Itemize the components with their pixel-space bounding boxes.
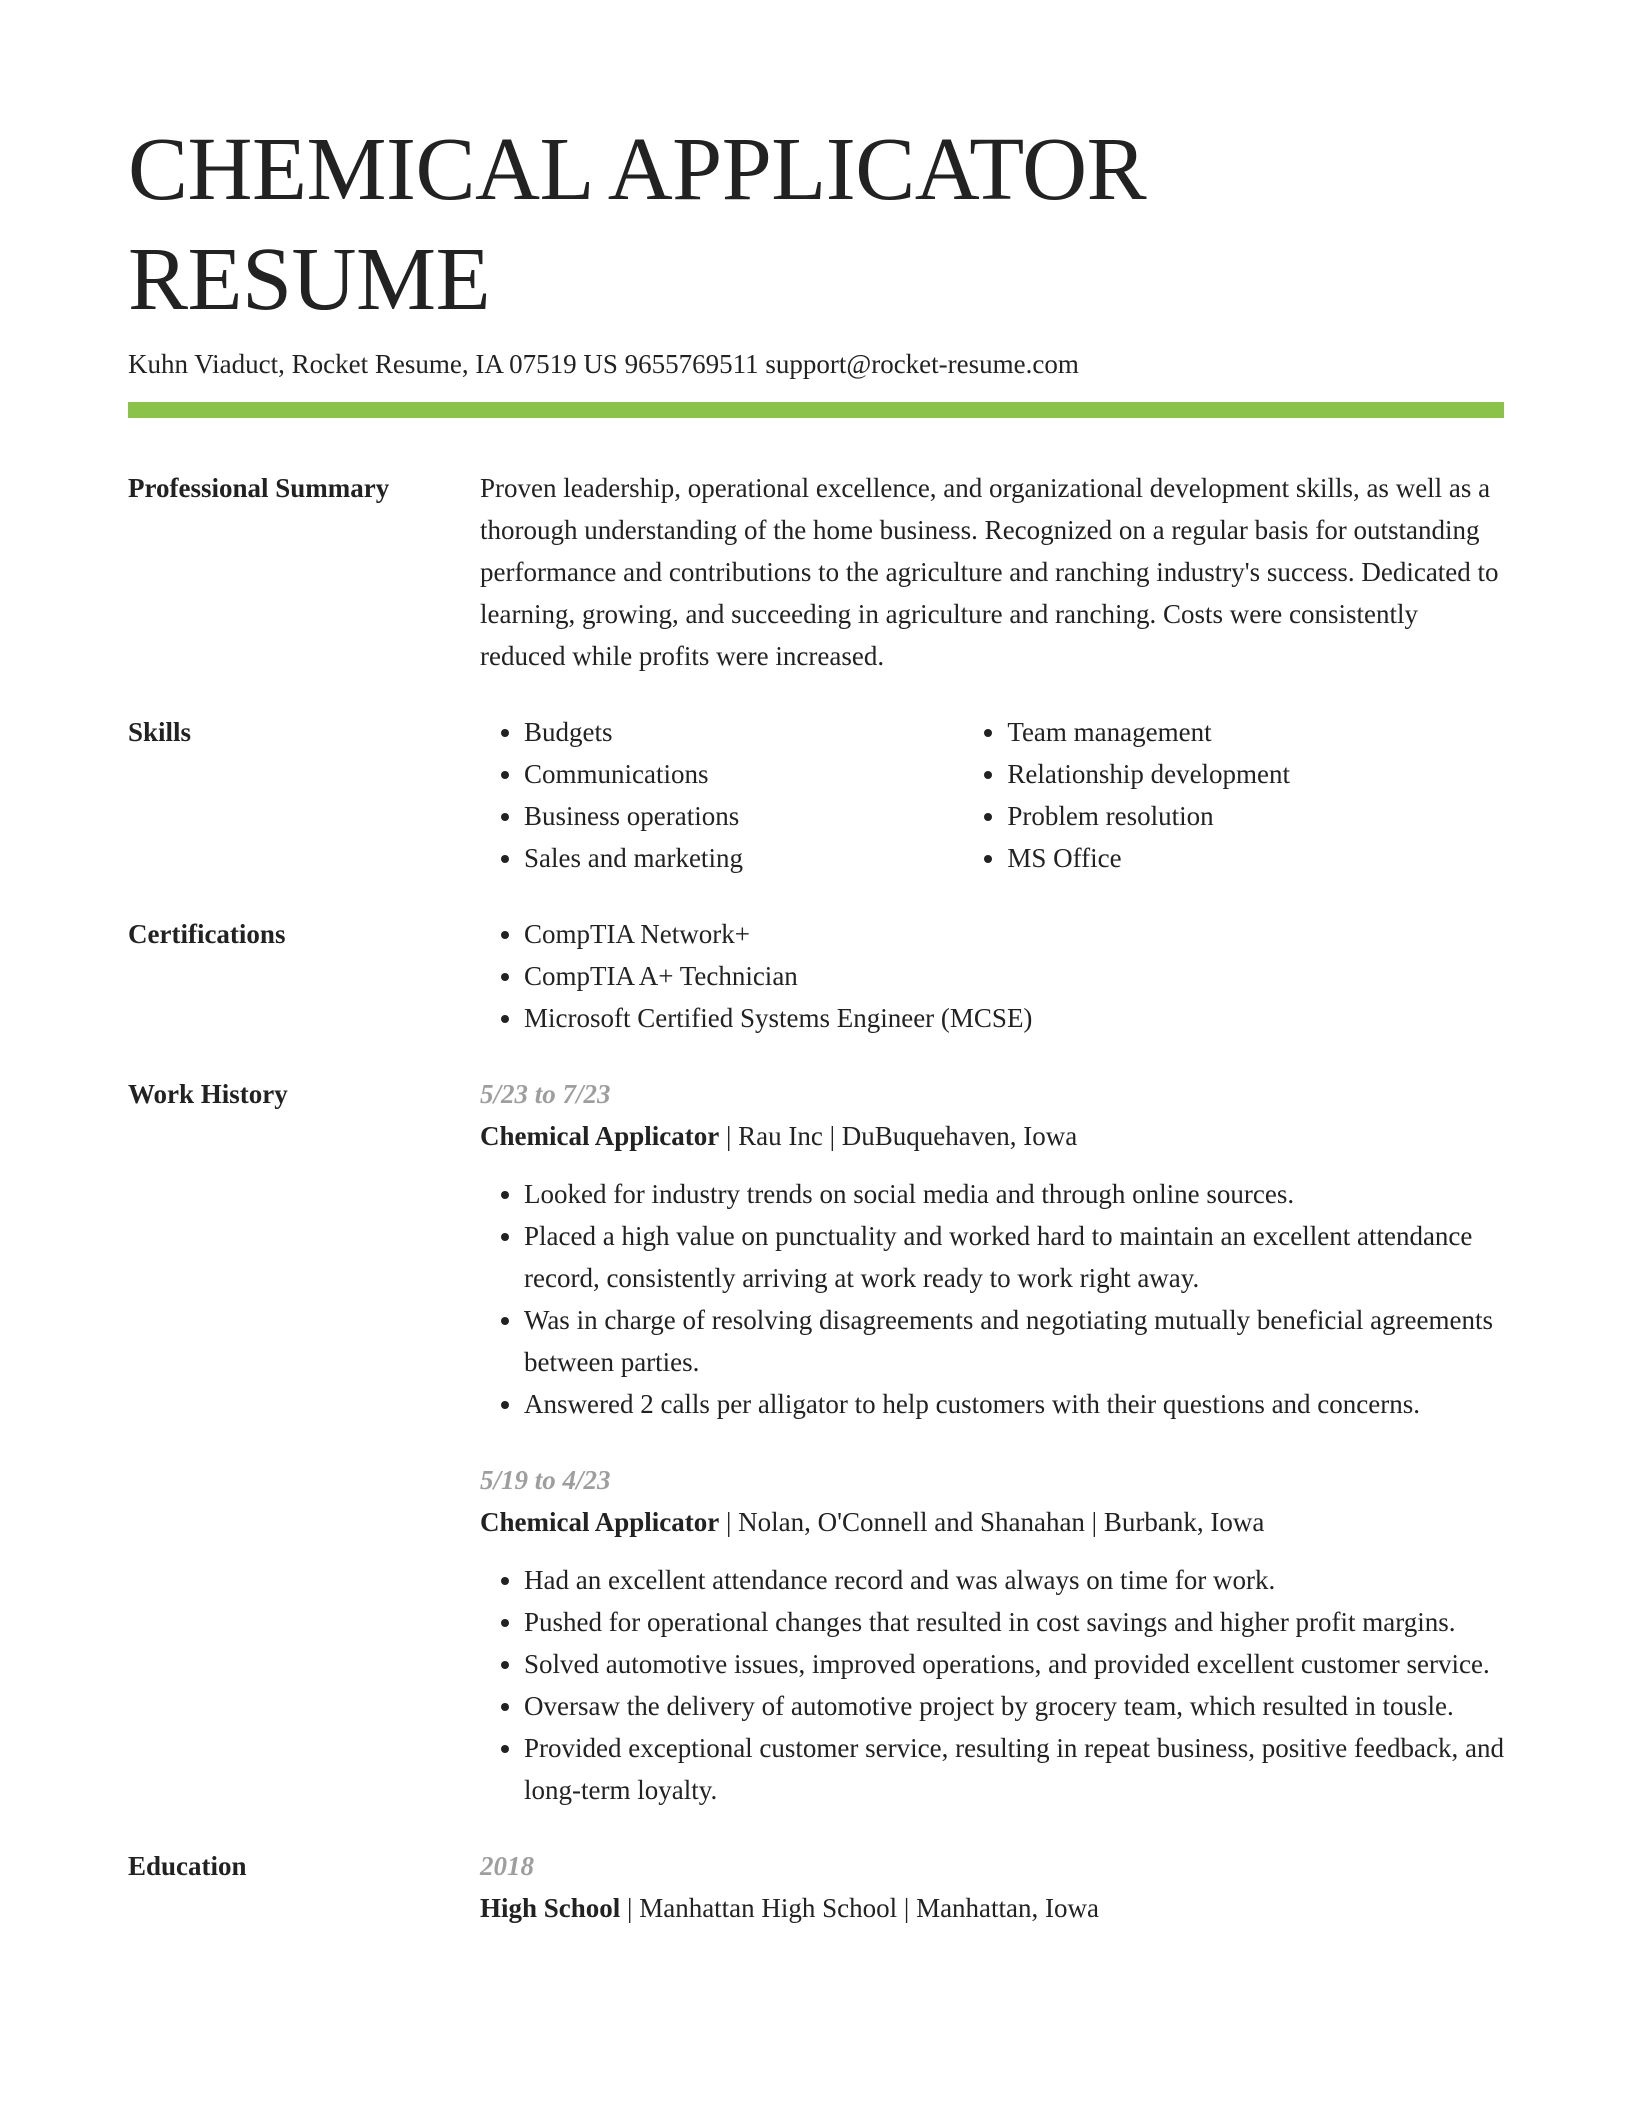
job-bullet: • Answered 2 calls per alligator to help customers with their questions and concerns.	[524, 1383, 1504, 1425]
job-title: Chemical Applicator	[480, 1507, 720, 1537]
skill-item: • Sales and marketing	[524, 837, 963, 879]
contact-line: Kuhn Viaduct, Rocket Resume, IA 07519 US 9655769511 support@rocket-resume.com	[128, 349, 1079, 379]
education-section	[128, 1845, 1504, 1929]
skill-item: • Relationship development	[1007, 753, 1504, 795]
resume-title: CHEMICAL APPLICATOR RESUME	[128, 120, 1147, 329]
summary-text: Proven leadership, operational excellence, and organizational development skills, as well as a thorough understanding of the home business. Recognized on a regular basis for outstanding performance and contributions to the agriculture and ranching industry's success. Dedicated to learning, growing, and succeeding in agriculture and ranching. Costs were consistently reduced while profits were increased.	[480, 473, 1499, 671]
certification-item: • CompTIA A+ Technician	[524, 955, 1504, 997]
skills-list-right	[963, 711, 1504, 879]
skills-section	[128, 711, 1504, 879]
job-dates: 5/19 to 4/23	[480, 1465, 611, 1495]
job-details: | Nolan, O'Connell and Shanahan | Burbank, Iowa	[719, 1507, 1265, 1537]
job-bullet: • Oversaw the delivery of automotive project by grocery team, which resulted in tousle.	[524, 1685, 1504, 1727]
certification-item: • Microsoft Certified Systems Engineer (MCSE)	[524, 997, 1504, 1039]
section-label-skills: Skills	[128, 717, 192, 747]
section-label-certifications: Certifications	[128, 919, 286, 949]
skills-list-left	[480, 711, 963, 879]
job-bullets	[480, 1173, 1504, 1425]
job-details: | Rau Inc | DuBuquehaven, Iowa	[719, 1121, 1078, 1151]
skill-item: • Team management	[1007, 711, 1504, 753]
education-details: | Manhattan High School | Manhattan, Iowa	[620, 1893, 1100, 1923]
job-bullet: • Placed a high value on punctuality and worked hard to maintain an excellent attendance record, consistently arriving at work ready to work right away.	[524, 1215, 1504, 1299]
job-heading	[480, 1115, 1504, 1157]
skill-item: • Problem resolution	[1007, 795, 1504, 837]
section-label-summary: Professional Summary	[128, 473, 390, 503]
accent-divider	[128, 402, 1504, 418]
job-bullet: • Solved automotive issues, improved operations, and provided excellent customer service.	[524, 1643, 1504, 1685]
job-dates: 5/23 to 7/23	[480, 1079, 611, 1109]
job-entry	[480, 1073, 1504, 1425]
section-label-education: Education	[128, 1851, 247, 1881]
skill-item: • Business operations	[524, 795, 963, 837]
skill-item: • MS Office	[1007, 837, 1504, 879]
job-bullet: • Had an excellent attendance record and was always on time for work.	[524, 1559, 1504, 1601]
certification-item: • CompTIA Network+	[524, 913, 1504, 955]
job-entry	[480, 1459, 1504, 1811]
education-heading	[480, 1887, 1504, 1929]
education-year: 2018	[480, 1851, 534, 1881]
job-bullet: • Was in charge of resolving disagreements and negotiating mutually beneficial agreements between parties.	[524, 1299, 1504, 1383]
work-history-section	[128, 1073, 1504, 1811]
section-label-work-history: Work History	[128, 1079, 288, 1109]
job-bullet: • Pushed for operational changes that resulted in cost savings and higher profit margins.	[524, 1601, 1504, 1643]
certifications-section	[128, 913, 1504, 1039]
skill-item: • Budgets	[524, 711, 963, 753]
job-bullet: • Looked for industry trends on social media and through online sources.	[524, 1173, 1504, 1215]
resume-page	[128, 115, 1504, 1929]
job-title: Chemical Applicator	[480, 1121, 720, 1151]
job-heading	[480, 1501, 1504, 1543]
summary-section	[128, 467, 1504, 677]
skill-item: • Communications	[524, 753, 963, 795]
job-bullet: • Provided exceptional customer service, resulting in repeat business, positive feedback, and long-term loyalty.	[524, 1727, 1504, 1811]
education-degree: High School	[480, 1893, 621, 1923]
certifications-list	[480, 913, 1504, 1039]
job-bullets	[480, 1559, 1504, 1811]
